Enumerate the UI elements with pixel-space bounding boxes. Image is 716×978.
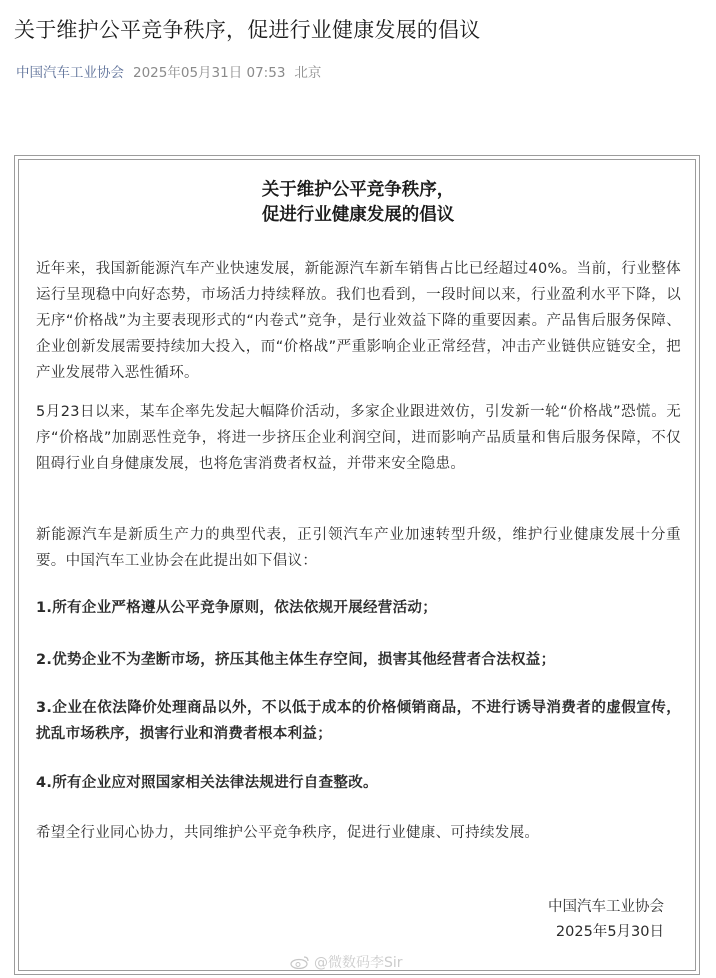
notice-paragraph-3: 新能源汽车是新质生产力的典型代表，正引领汽车产业加速转型升级，维护行业健康发展十分重要。中国汽车工业协会在此提出如下倡议：: [36, 527, 681, 569]
article-title: 关于维护公平竞争秩序，促进行业健康发展的倡议: [14, 18, 481, 42]
notice-heading-line1: 关于维护公平竞争秩序，: [261, 180, 455, 200]
proposal-item-2: 2.优势企业不为垄断市场，挤压其他主体生存空间，损害其他经营者合法权益；: [36, 652, 556, 668]
proposal-item-4: 4.所有企业应对照国家相关法律法规进行自查整改。: [36, 775, 378, 791]
proposal-item-1: 1.所有企业严格遵从公平竞争原则，依法依规开展经营活动；: [36, 600, 437, 616]
article-datetime: 2025年05月31日 07:53: [133, 65, 286, 81]
notice-paragraph-2: 5月23日以来，某车企率先发起大幅降价活动，多家企业跟进效仿，引发新一轮“价格战”恐慌。无序“价格战”加剧恶性竞争，将进一步挤压企业利润空间，进而影响产品质量和售后服务保障，不仅阻碍行业自身健康发展，也将危害消费者权益，并带来安全隐患。: [36, 404, 681, 472]
notice-paragraph-1: 近年来，我国新能源汽车产业快速发展，新能源汽车新车销售占比已经超过40%。当前，行业整体运行呈现稳中向好态势，市场活力持续释放。我们也看到，一段时间以来，行业盈利水平下降，以无序“价格战”为主要表现形式的“内卷式”竞争，是行业效益下降的重要因素。产品售后服务保障、企业创新发展需要持续加大投入，而“价格战”严重影响企业正常经营，冲击产业链供应链安全，把产业发展带入恶性循环。: [36, 261, 681, 381]
watermark-text: @微数码李Sir: [314, 955, 403, 971]
notice-closing: 希望全行业同心协力，共同维护公平竞争秩序，促进行业健康、可持续发展。: [36, 825, 540, 841]
signature-organization: 中国汽车工业协会: [548, 899, 664, 915]
article-location: 北京: [294, 65, 322, 81]
article-source-link[interactable]: 中国汽车工业协会: [16, 65, 124, 81]
notice-heading: [0, 178, 716, 228]
proposal-item-3: 3.企业在依法降价处理商品以外，不以低于成本的价格倾销商品，不进行诱导消费者的虚假宣传，扰乱市场秩序，损害行业和消费者根本利益；: [36, 700, 681, 742]
article-meta: [16, 61, 321, 81]
image-watermark: [290, 952, 403, 972]
weibo-logo-icon: [290, 955, 310, 969]
signature-date: 2025年5月30日: [555, 924, 664, 940]
notice-heading-line2: 促进行业健康发展的倡议: [261, 205, 455, 225]
